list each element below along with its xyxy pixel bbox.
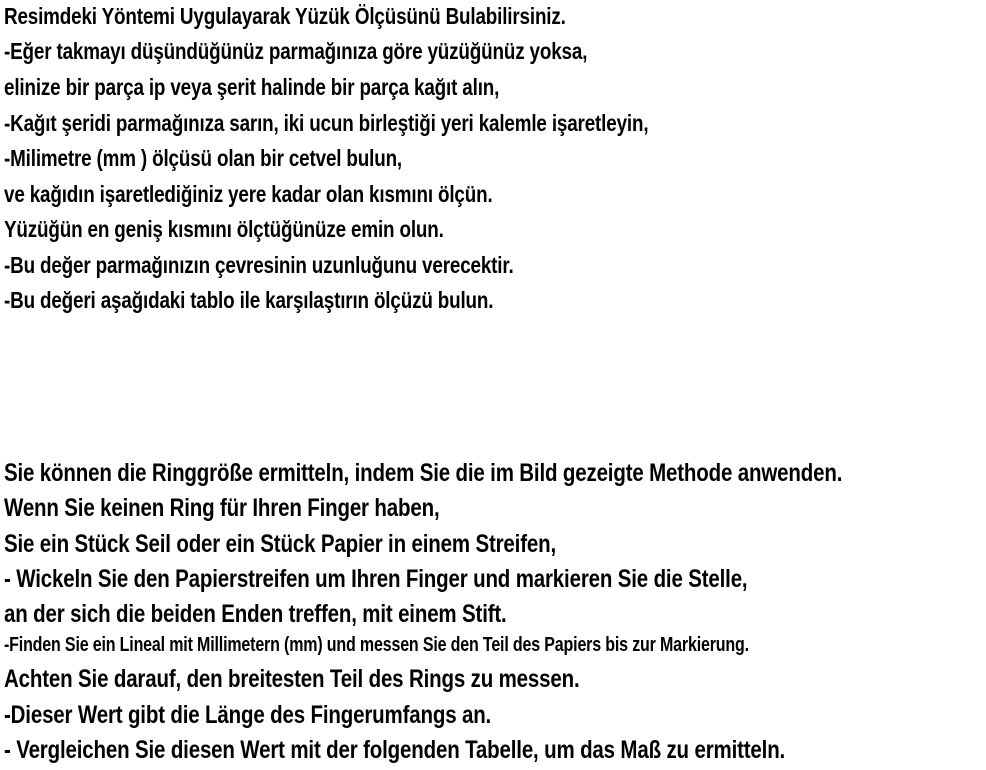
german-line: -Dieser Wert gibt die Länge des Fingerumfangs an. (4, 701, 492, 729)
turkish-line: ve kağıdın işaretlediğiniz yere kadar olan kısmını ölçün. (4, 181, 493, 207)
german-line: an der sich die beiden Enden treffen, mit einem Stift. (4, 600, 507, 628)
turkish-line: -Bu değeri aşağıdaki tablo ile karşılaştırın ölçüzü bulun. (4, 287, 494, 313)
german-line: Wenn Sie keinen Ring für Ihren Finger haben, (4, 494, 440, 522)
german-line: - Wickeln Sie den Papierstreifen um Ihren Finger und markieren Sie die Stelle, (4, 565, 748, 593)
german-line: -Finden Sie ein Lineal mit Millimetern (mm) und messen Sie den Teil des Papiers bis zur Markierung. (4, 634, 749, 656)
turkish-line: -Milimetre (mm ) ölçüsü olan bir cetvel bulun, (4, 145, 403, 171)
turkish-line: Resimdeki Yöntemi Uygulayarak Yüzük Ölçüsünü Bulabilirsiniz. (4, 3, 566, 29)
german-line: Achten Sie darauf, den breitesten Teil des Rings zu messen. (4, 665, 580, 693)
turkish-line: -Kağıt şeridi parmağınıza sarın, iki ucun birleştiği yeri kalemle işaretleyin, (4, 110, 649, 136)
german-line: - Vergleichen Sie diesen Wert mit der folgenden Tabelle, um das Maß zu ermitteln. (4, 736, 786, 764)
turkish-line: -Eğer takmayı düşündüğünüz parmağınıza göre yüzüğünüz yoksa, (4, 38, 588, 64)
german-line: Sie ein Stück Seil oder ein Stück Papier in einem Streifen, (4, 530, 556, 558)
turkish-line: elinize bir parça ip veya şerit halinde bir parça kağıt alın, (4, 74, 500, 100)
german-line: Sie können die Ringgröße ermitteln, indem Sie die im Bild gezeigte Methode anwenden. (4, 459, 843, 487)
turkish-line: Yüzüğün en geniş kısmını ölçtüğünüze emin olun. (4, 216, 444, 242)
turkish-line: -Bu değer parmağınızın çevresinin uzunluğunu verecektir. (4, 252, 514, 278)
